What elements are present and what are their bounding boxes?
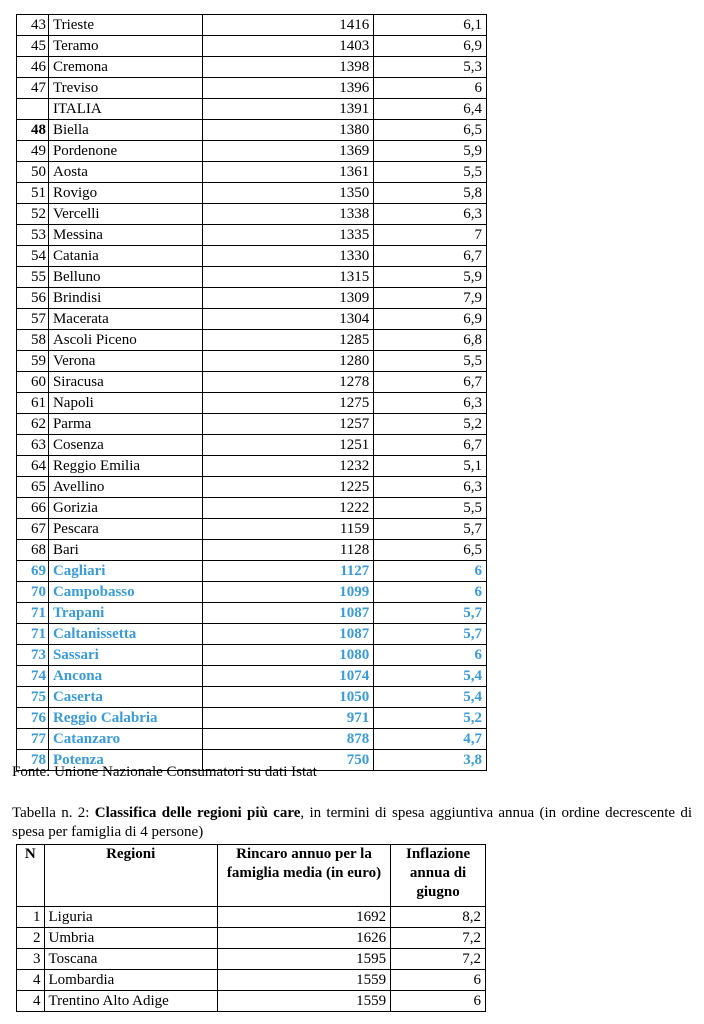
table-row [17,928,486,949]
value-cell: 878 [202,729,374,750]
city-cell: Reggio Calabria [48,708,202,729]
region-cell: Toscana [44,949,217,970]
inflation-cell: 5,5 [374,498,487,519]
table-row [17,970,486,991]
city-cell: Macerata [48,309,202,330]
city-cell: Avellino [48,477,202,498]
inflation-cell: 6,7 [374,435,487,456]
value-cell: 1050 [202,687,374,708]
region-cell: Umbria [44,928,217,949]
n-cell: 1 [17,907,45,928]
city-ranking-body [17,15,487,771]
increase-cell: 1559 [217,970,390,991]
value-cell: 1257 [202,414,374,435]
region-ranking-table [16,844,486,1012]
table-row [17,15,487,36]
inflation-cell: 5,9 [374,141,487,162]
region-ranking-body [17,907,486,1012]
inflation-cell: 4,7 [374,729,487,750]
inflation-cell: 6,7 [374,372,487,393]
inflation-cell: 5,7 [374,624,487,645]
city-cell: Gorizia [48,498,202,519]
inflation-cell: 6,3 [374,393,487,414]
inflation-cell: 6,3 [374,204,487,225]
caption-suffix: , in termini di spesa aggiuntiva annua (in ordine decrescente di spesa per famiglia di 4 persone) [12,805,693,840]
value-cell: 750 [202,750,374,771]
inflation-cell: 5,9 [374,267,487,288]
rank-cell: 78 [17,750,49,771]
increase-cell: 1595 [217,949,390,970]
value-cell: 1361 [202,162,374,183]
inflation-cell: 8,2 [391,907,486,928]
inflation-cell: 5,5 [374,351,487,372]
value-cell: 1398 [202,57,374,78]
rank-cell: 76 [17,708,49,729]
rank-cell: 45 [17,36,49,57]
inflation-cell: 6 [374,561,487,582]
table-row [17,498,487,519]
city-cell: Ancona [48,666,202,687]
table-row [17,456,487,477]
header-inflation: Inflazione annua di giugno [391,845,486,907]
city-cell: Cremona [48,57,202,78]
city-cell: Napoli [48,393,202,414]
header-region: Regioni [44,845,217,907]
value-cell: 1309 [202,288,374,309]
inflation-cell: 6 [374,78,487,99]
table-row [17,624,487,645]
city-cell: Brindisi [48,288,202,309]
table-row [17,414,487,435]
rank-cell: 48 [17,120,49,141]
city-cell: Trapani [48,603,202,624]
city-cell: Trieste [48,15,202,36]
rank-cell: 54 [17,246,49,267]
table-row [17,603,487,624]
table-row [17,949,486,970]
inflation-cell: 5,7 [374,603,487,624]
inflation-cell: 6,9 [374,36,487,57]
table-row [17,246,487,267]
rank-cell: 51 [17,183,49,204]
value-cell: 1087 [202,624,374,645]
city-cell: Caltanissetta [48,624,202,645]
table-row [17,330,487,351]
city-cell: Teramo [48,36,202,57]
inflation-cell: 5,4 [374,666,487,687]
city-cell: Potenza [48,750,202,771]
city-cell: Cosenza [48,435,202,456]
inflation-cell: 5,2 [374,708,487,729]
rank-cell: 71 [17,624,49,645]
rank-cell: 55 [17,267,49,288]
table-row [17,162,487,183]
city-cell: Catanzaro [48,729,202,750]
table-row [17,991,486,1012]
city-cell: Campobasso [48,582,202,603]
value-cell: 1330 [202,246,374,267]
caption-bold: Classifica delle regioni più care [94,805,301,821]
value-cell: 1285 [202,330,374,351]
inflation-cell: 6 [391,991,486,1012]
rank-cell: 73 [17,645,49,666]
table-row [17,708,487,729]
city-cell: Pordenone [48,141,202,162]
rank-cell: 46 [17,57,49,78]
table-row [17,183,487,204]
rank-cell: 47 [17,78,49,99]
rank-cell: 49 [17,141,49,162]
rank-cell: 62 [17,414,49,435]
inflation-cell: 5,8 [374,183,487,204]
value-cell: 1380 [202,120,374,141]
table2-caption [12,804,692,842]
city-cell: Belluno [48,267,202,288]
inflation-cell: 6,1 [374,15,487,36]
n-cell: 3 [17,949,45,970]
city-cell: ITALIA [48,99,202,120]
value-cell: 1275 [202,393,374,414]
header-increase: Rincaro annuo per la famiglia media (in euro) [217,845,390,907]
value-cell: 1074 [202,666,374,687]
value-cell: 1350 [202,183,374,204]
region-cell: Liguria [44,907,217,928]
city-cell: Pescara [48,519,202,540]
value-cell: 1222 [202,498,374,519]
inflation-cell: 6 [374,645,487,666]
city-cell: Treviso [48,78,202,99]
table-row [17,57,487,78]
table-row [17,582,487,603]
table-row [17,729,487,750]
city-cell: Catania [48,246,202,267]
rank-cell: 74 [17,666,49,687]
city-cell: Messina [48,225,202,246]
table-row [17,99,487,120]
inflation-cell: 7,2 [391,928,486,949]
inflation-cell: 6 [374,582,487,603]
table-row [17,141,487,162]
inflation-cell: 5,3 [374,57,487,78]
rank-cell: 66 [17,498,49,519]
value-cell: 1396 [202,78,374,99]
value-cell: 1099 [202,582,374,603]
inflation-cell: 6,5 [374,120,487,141]
rank-cell: 68 [17,540,49,561]
table-row [17,78,487,99]
city-cell: Aosta [48,162,202,183]
value-cell: 1087 [202,603,374,624]
table-row [17,225,487,246]
table-row [17,435,487,456]
n-cell: 4 [17,991,45,1012]
rank-cell: 56 [17,288,49,309]
inflation-cell: 7,2 [391,949,486,970]
rank-cell: 65 [17,477,49,498]
city-cell: Vercelli [48,204,202,225]
city-cell: Ascoli Piceno [48,330,202,351]
value-cell: 1338 [202,204,374,225]
rank-cell: 71 [17,603,49,624]
value-cell: 1251 [202,435,374,456]
city-cell: Bari [48,540,202,561]
value-cell: 1369 [202,141,374,162]
inflation-cell: 5,2 [374,414,487,435]
table-row [17,267,487,288]
table-row [17,393,487,414]
city-cell: Caserta [48,687,202,708]
city-cell: Biella [48,120,202,141]
city-cell: Sassari [48,645,202,666]
increase-cell: 1692 [217,907,390,928]
table-row [17,540,487,561]
region-table-header-row [17,845,486,907]
value-cell: 1080 [202,645,374,666]
increase-cell: 1626 [217,928,390,949]
increase-cell: 1559 [217,991,390,1012]
inflation-cell: 6 [391,970,486,991]
inflation-cell: 5,1 [374,456,487,477]
rank-cell: 75 [17,687,49,708]
city-cell: Parma [48,414,202,435]
inflation-cell: 6,4 [374,99,487,120]
table-row [17,204,487,225]
n-cell: 4 [17,970,45,991]
value-cell: 1159 [202,519,374,540]
rank-cell: 58 [17,330,49,351]
table-row [17,561,487,582]
value-cell: 1280 [202,351,374,372]
table-row [17,477,487,498]
table-row [17,687,487,708]
city-cell: Cagliari [48,561,202,582]
n-cell: 2 [17,928,45,949]
rank-cell: 63 [17,435,49,456]
value-cell: 971 [202,708,374,729]
inflation-cell: 3,8 [374,750,487,771]
region-cell: Lombardia [44,970,217,991]
source-note: Fonte: Unione Nazionale Consumatori su dati Istat [12,764,317,780]
table-row [17,519,487,540]
inflation-cell: 5,5 [374,162,487,183]
value-cell: 1416 [202,15,374,36]
table-row [17,907,486,928]
inflation-cell: 5,4 [374,687,487,708]
table-row [17,120,487,141]
value-cell: 1391 [202,99,374,120]
header-n: N [17,845,45,907]
rank-cell: 61 [17,393,49,414]
rank-cell: 64 [17,456,49,477]
inflation-cell: 6,9 [374,309,487,330]
rank-cell: 77 [17,729,49,750]
inflation-cell: 6,5 [374,540,487,561]
value-cell: 1315 [202,267,374,288]
inflation-cell: 7 [374,225,487,246]
rank-cell: 53 [17,225,49,246]
city-cell: Siracusa [48,372,202,393]
region-cell: Trentino Alto Adige [44,991,217,1012]
inflation-cell: 6,7 [374,246,487,267]
city-cell: Verona [48,351,202,372]
caption-prefix: Tabella n. 2: [12,805,95,821]
value-cell: 1335 [202,225,374,246]
city-cell: Rovigo [48,183,202,204]
rank-cell: 57 [17,309,49,330]
rank-cell: 50 [17,162,49,183]
rank-cell: 52 [17,204,49,225]
inflation-cell: 7,9 [374,288,487,309]
rank-cell: 60 [17,372,49,393]
table-row [17,666,487,687]
table-row [17,36,487,57]
table-row [17,372,487,393]
table-row [17,309,487,330]
value-cell: 1278 [202,372,374,393]
inflation-cell: 5,7 [374,519,487,540]
inflation-cell: 6,3 [374,477,487,498]
value-cell: 1128 [202,540,374,561]
value-cell: 1232 [202,456,374,477]
rank-cell: 59 [17,351,49,372]
value-cell: 1225 [202,477,374,498]
value-cell: 1403 [202,36,374,57]
rank-cell: 69 [17,561,49,582]
value-cell: 1127 [202,561,374,582]
table-row [17,288,487,309]
rank-cell: 43 [17,15,49,36]
table-row [17,645,487,666]
rank-cell: 67 [17,519,49,540]
inflation-cell: 6,8 [374,330,487,351]
rank-cell [17,99,49,120]
city-cell: Reggio Emilia [48,456,202,477]
city-ranking-table [16,14,487,771]
rank-cell: 70 [17,582,49,603]
table-row [17,351,487,372]
value-cell: 1304 [202,309,374,330]
